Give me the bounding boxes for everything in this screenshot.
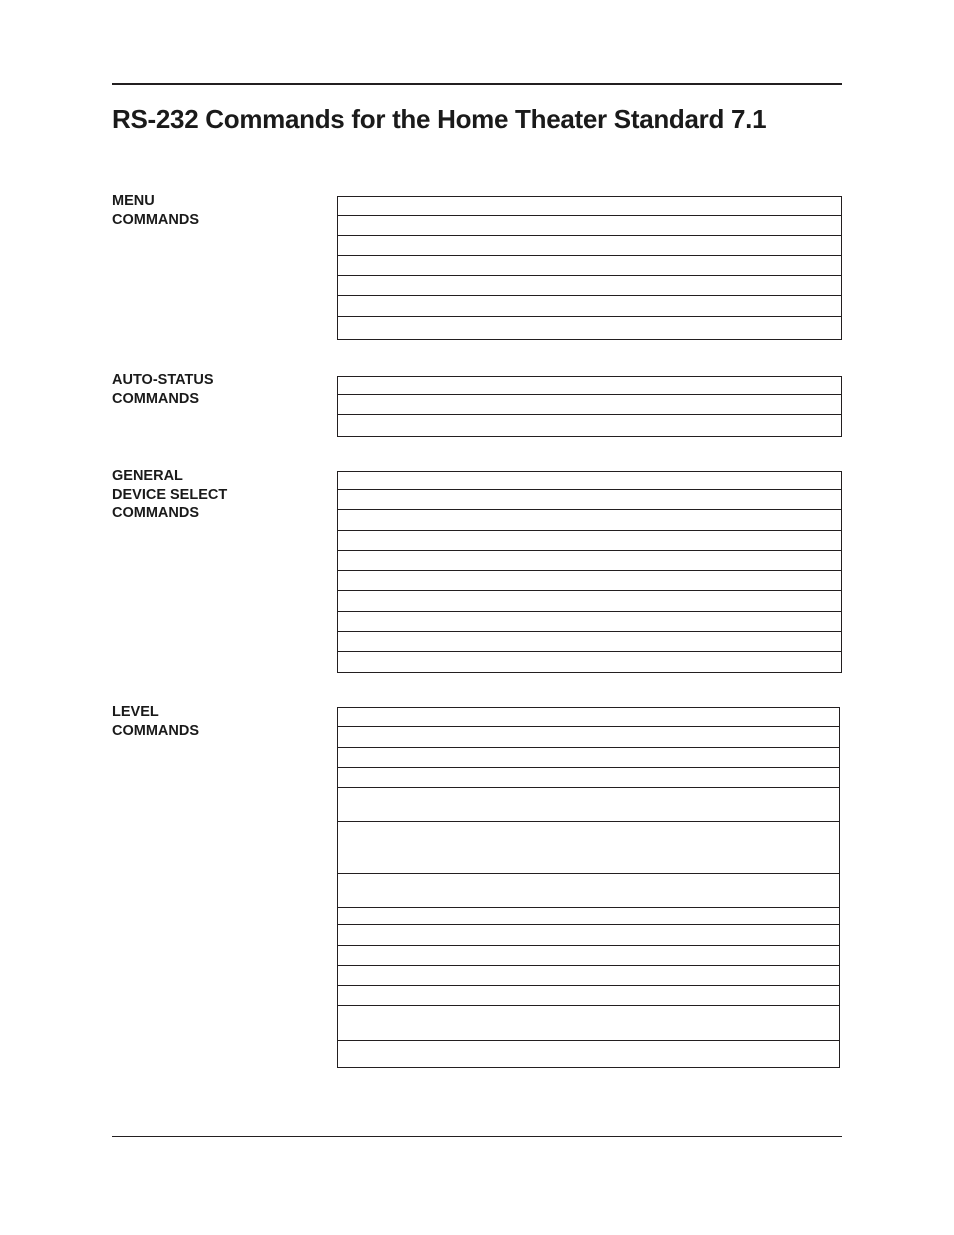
table-cell (338, 822, 840, 874)
table-row (338, 591, 842, 612)
table-cell (338, 966, 840, 986)
table-row (338, 986, 840, 1006)
table-cell (338, 788, 840, 822)
table-row (338, 1041, 840, 1068)
table-row (338, 490, 842, 510)
table-cell (338, 768, 840, 788)
label-line: DEVICE SELECT (112, 486, 228, 503)
label-line: MENU (112, 193, 155, 209)
table-row (338, 216, 842, 236)
table-cell (338, 197, 842, 216)
table-row (338, 551, 842, 571)
table-cell (338, 276, 842, 296)
table-row (338, 708, 840, 727)
table-row (338, 296, 842, 317)
page-title: RS-232 Commands for the Home Theater Standard 7.1 (112, 104, 767, 134)
table-row (338, 276, 842, 296)
table-cell (338, 510, 842, 531)
table-row (338, 256, 842, 276)
table-row (338, 652, 842, 673)
table-cell (338, 727, 840, 748)
bottom-rule (112, 1136, 842, 1137)
table-cell (338, 377, 842, 395)
table-cell (338, 472, 842, 490)
table-cell (338, 236, 842, 256)
level-commands-table (337, 707, 840, 1068)
table-row (338, 874, 840, 908)
table-cell (338, 708, 840, 727)
table-cell (338, 256, 842, 276)
table-cell (338, 415, 842, 437)
label-line: AUTO-STATUS (112, 372, 214, 388)
table-row (338, 966, 840, 986)
table-row (338, 768, 840, 788)
general-device-select-commands-table (337, 471, 842, 673)
table-row (338, 377, 842, 395)
label-line: COMMANDS (112, 390, 199, 407)
top-rule (112, 83, 842, 85)
table-row (338, 925, 840, 946)
table-cell (338, 531, 842, 551)
table-cell (338, 571, 842, 591)
table-row (338, 571, 842, 591)
table-row (338, 531, 842, 551)
table-row (338, 908, 840, 925)
table-row (338, 946, 840, 966)
level-commands-label (112, 703, 332, 740)
auto-status-commands-label (112, 371, 332, 408)
table-row (338, 632, 842, 652)
table-cell (338, 1041, 840, 1068)
table-cell (338, 1006, 840, 1041)
menu-commands-label (112, 192, 332, 229)
table-row (338, 317, 842, 340)
table-cell (338, 490, 842, 510)
table-row (338, 395, 842, 415)
table-cell (338, 925, 840, 946)
table-row (338, 788, 840, 822)
table-cell (338, 946, 840, 966)
general-device-select-commands-label (112, 467, 332, 523)
table-row (338, 748, 840, 768)
auto-status-commands-table (337, 376, 842, 437)
label-line: COMMANDS (112, 722, 199, 739)
table-cell (338, 612, 842, 632)
table-cell (338, 296, 842, 317)
table-cell (338, 748, 840, 768)
table-row (338, 415, 842, 437)
label-line: GENERAL (112, 468, 183, 484)
table-cell (338, 632, 842, 652)
table-row (338, 236, 842, 256)
table-cell (338, 395, 842, 415)
table-cell (338, 874, 840, 908)
menu-commands-table (337, 196, 842, 340)
table-cell (338, 908, 840, 925)
table-row (338, 727, 840, 748)
table-row (338, 472, 842, 490)
label-line: COMMANDS (112, 505, 199, 522)
label-line: LEVEL (112, 704, 159, 720)
table-row (338, 1006, 840, 1041)
table-row (338, 197, 842, 216)
table-cell (338, 986, 840, 1006)
table-cell (338, 551, 842, 571)
label-line: COMMANDS (112, 211, 199, 228)
table-cell (338, 652, 842, 673)
table-row (338, 510, 842, 531)
table-cell (338, 591, 842, 612)
table-cell (338, 317, 842, 340)
table-cell (338, 216, 842, 236)
table-row (338, 612, 842, 632)
table-row (338, 822, 840, 874)
